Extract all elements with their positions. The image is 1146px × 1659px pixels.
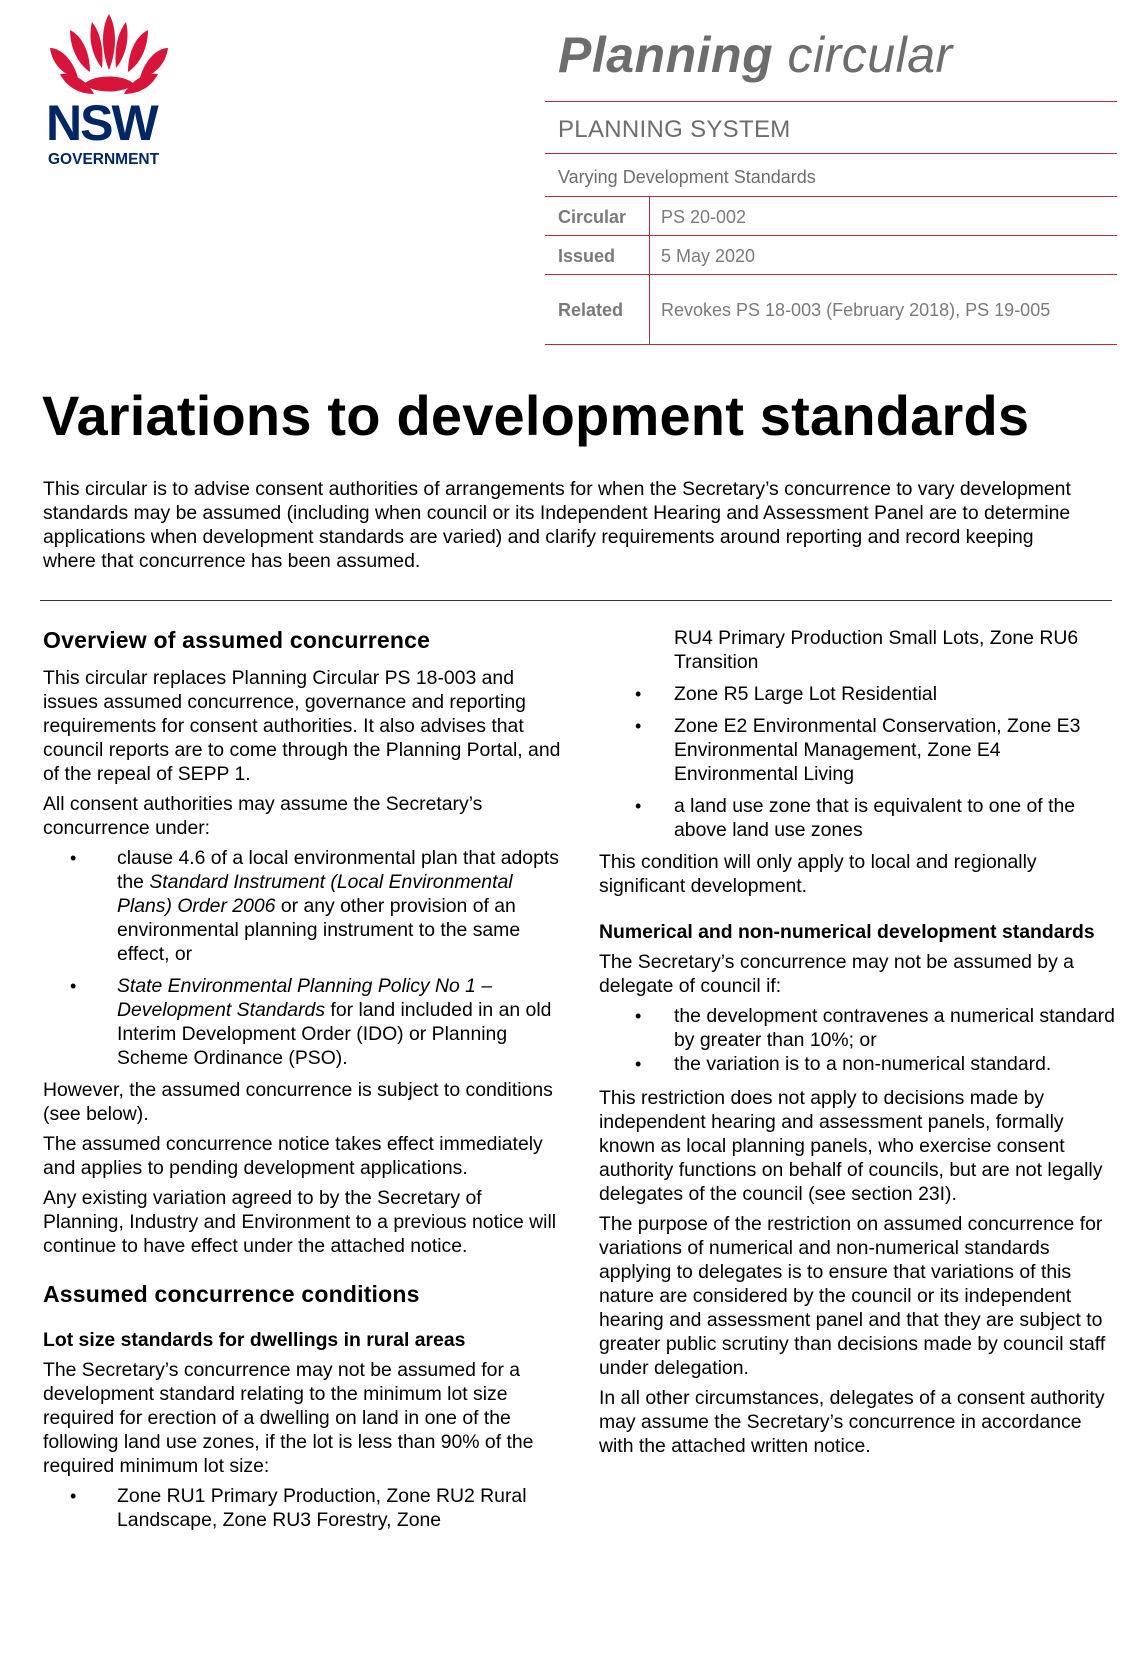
paragraph: However, the assumed concurrence is subject to conditions (see below).	[43, 1079, 553, 1125]
bullet-icon: •	[70, 848, 77, 868]
list-item	[599, 794, 1119, 842]
list-item-text: clause 4.6 of a local environmental plan that adopts the	[117, 847, 559, 893]
meta-label-issued: Issued	[558, 246, 616, 266]
list-item-text: Zone E2 Environmental Conservation, Zone E3 Environmental Management, Zone E4 Environmental Living	[674, 715, 1081, 785]
list-item	[599, 714, 1119, 786]
bullet-list	[43, 1484, 563, 1532]
list-item-text: Zone R5 Large Lot Residential	[674, 683, 938, 705]
heading-conditions: Assumed concurrence conditions	[43, 1281, 420, 1307]
paragraph: All consent authorities may assume the Secretary’s concurrence under:	[43, 793, 483, 839]
bullet-icon: •	[635, 716, 642, 736]
logo-government-text: GOVERNMENT	[48, 151, 160, 168]
meta-value-related: Revokes PS 18-003 (February 2018), PS 19-005	[661, 300, 1051, 320]
header-rule	[545, 274, 1117, 275]
list-item-text: RU4 Primary Production Small Lots, Zone RU6 Transition	[674, 627, 1079, 673]
heading-numerical-standards: Numerical and non-numerical development standards	[599, 921, 1095, 943]
waratah-icon	[44, 14, 174, 98]
meta-value-circular: PS 20-002	[661, 207, 747, 227]
list-item-text: or any other provision of an environmental planning instrument to the same effect, or	[117, 895, 521, 965]
bullet-icon: •	[70, 1486, 77, 1506]
header-rule	[545, 101, 1117, 102]
paragraph: The Secretary’s concurrence may not be assumed by a delegate of council if:	[599, 951, 1074, 997]
bullet-list	[599, 1004, 1119, 1076]
intro-paragraph: This circular is to advise consent authorities of arrangements for when the Secretary’s concurrence to vary development standards may be assumed (including when council or its Independent Hearing and Assessment Panel are to determine applications when development standards are varied) and clarify requirements around reporting and record keeping where that concurrence has been assumed.	[43, 478, 1071, 572]
list-item	[43, 974, 563, 1070]
paragraph: The Secretary’s concurrence may not be assumed for a development standard relating to the minimum lot size required for erection of a dwelling on land in one of the following land use zones, if the lot is less than 90% of the required minimum lot size:	[43, 1359, 534, 1477]
list-item-text: a land use zone that is equivalent to one of the above land use zones	[674, 795, 1076, 841]
heading-lot-size: Lot size standards for dwellings in rural areas	[43, 1329, 466, 1351]
title-italic-part: circular	[787, 27, 953, 83]
meta-value-issued: 5 May 2020	[661, 246, 756, 266]
paragraph: Any existing variation agreed to by the Secretary of Planning, Industry and Environment to a previous notice will continue to have effect under the attached notice.	[43, 1187, 557, 1257]
list-item-continued	[599, 626, 1119, 674]
bullet-icon: •	[635, 1006, 642, 1026]
list-item	[599, 682, 1119, 706]
list-item	[599, 1052, 1119, 1076]
bullet-list	[43, 846, 563, 1070]
list-item-italic-text: Standard Instrument (Local Environmental Plans) Order 2006	[117, 871, 513, 917]
bullet-list	[599, 626, 1119, 842]
logo-nsw-text: NSW	[46, 95, 157, 151]
meta-label-circular: Circular	[558, 207, 627, 227]
bullet-icon: •	[635, 1054, 642, 1074]
topic-label: Varying Development Standards	[558, 167, 816, 187]
header-rule	[545, 153, 1117, 154]
page-title: Variations to development standards	[42, 384, 1030, 447]
bullet-icon: •	[635, 796, 642, 816]
paragraph: The assumed concurrence notice takes effect immediately and applies to pending development applications.	[43, 1133, 543, 1179]
list-item-italic-text: State Environmental Planning Policy No 1 – Development Standards	[117, 975, 493, 1021]
right-column	[599, 626, 1119, 1464]
paragraph: The purpose of the restriction on assumed concurrence for variations of numerical and non-numerical standards applying to delegates is to ensure that variations of this nature are considered by the council or its independent hearing and assessment panel and that they are subject to greater public scrutiny than decisions made by council staff under delegation.	[599, 1213, 1106, 1379]
list-item	[599, 1004, 1119, 1052]
title-bold-part: Planning	[558, 27, 774, 83]
planning-circular-title	[558, 27, 953, 83]
heading-overview: Overview of assumed concurrence	[43, 627, 431, 653]
paragraph: In all other circumstances, delegates of a consent authority may assume the Secretary’s concurrence in accordance with the attached written notice.	[599, 1387, 1105, 1457]
list-item	[43, 1484, 563, 1532]
meta-table-divider	[649, 197, 650, 345]
list-item-text: the development contravenes a numerical standard by greater than 10%; or	[674, 1005, 1115, 1051]
paragraph: This condition will only apply to local and regionally significant development.	[599, 851, 1037, 897]
left-column	[43, 626, 563, 1540]
header-rule	[545, 196, 1117, 197]
header-rule	[545, 344, 1117, 345]
nsw-government-logo	[44, 14, 184, 168]
list-item-text: Zone RU1 Primary Production, Zone RU2 Rural Landscape, Zone RU3 Forestry, Zone	[117, 1485, 527, 1531]
bullet-icon: •	[635, 684, 642, 704]
section-divider	[40, 600, 1112, 601]
paragraph: This restriction does not apply to decisions made by independent hearing and assessment panels, formally known as local planning panels, who exercise consent authority functions on behalf of councils, but are not legally delegates of the council (see section 23I).	[599, 1087, 1103, 1205]
meta-label-related: Related	[558, 300, 624, 320]
list-item	[43, 846, 563, 966]
header-rule	[545, 235, 1117, 236]
category-label: PLANNING SYSTEM	[558, 116, 791, 143]
list-item-text: the variation is to a non-numerical standard.	[674, 1053, 1052, 1075]
paragraph: This circular replaces Planning Circular PS 18-003 and issues assumed concurrence, governance and reporting requirements for consent authorities. It also advises that council reports are to come through the Planning Portal, and of the repeal of SEPP 1.	[43, 667, 561, 785]
list-item-text: for land included in an old Interim Development Order (IDO) or Planning Scheme Ordinance (PSO).	[117, 999, 552, 1069]
bullet-icon: •	[70, 976, 77, 996]
